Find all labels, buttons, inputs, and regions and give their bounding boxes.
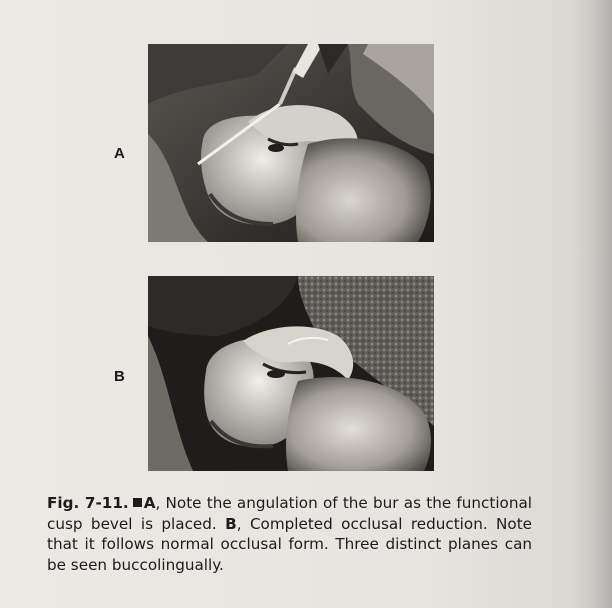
panel-a-label: A bbox=[114, 145, 125, 162]
caption-a-text: , Note the angulation of the bur as the functional cusp bevel is placed. bbox=[47, 494, 532, 533]
panel-b-label: B bbox=[114, 368, 125, 385]
prepared-tooth-image bbox=[148, 276, 434, 471]
page-edge-shadow bbox=[570, 0, 612, 608]
photo-panel-b bbox=[148, 276, 434, 471]
teeth-with-bur-image bbox=[148, 44, 434, 242]
photo-panel-a bbox=[148, 44, 434, 242]
figure-number: Fig. 7-11. bbox=[47, 494, 129, 512]
caption-a-label: A bbox=[143, 494, 156, 512]
caption-b-label: B bbox=[225, 514, 237, 533]
figure-caption bbox=[47, 493, 532, 575]
bullet-square-icon bbox=[133, 498, 142, 507]
caption-b-text: , Completed occlusal reduction. Note that it follows normal occlusal form. Three distinct planes can be seen buccolingually. bbox=[47, 514, 532, 574]
